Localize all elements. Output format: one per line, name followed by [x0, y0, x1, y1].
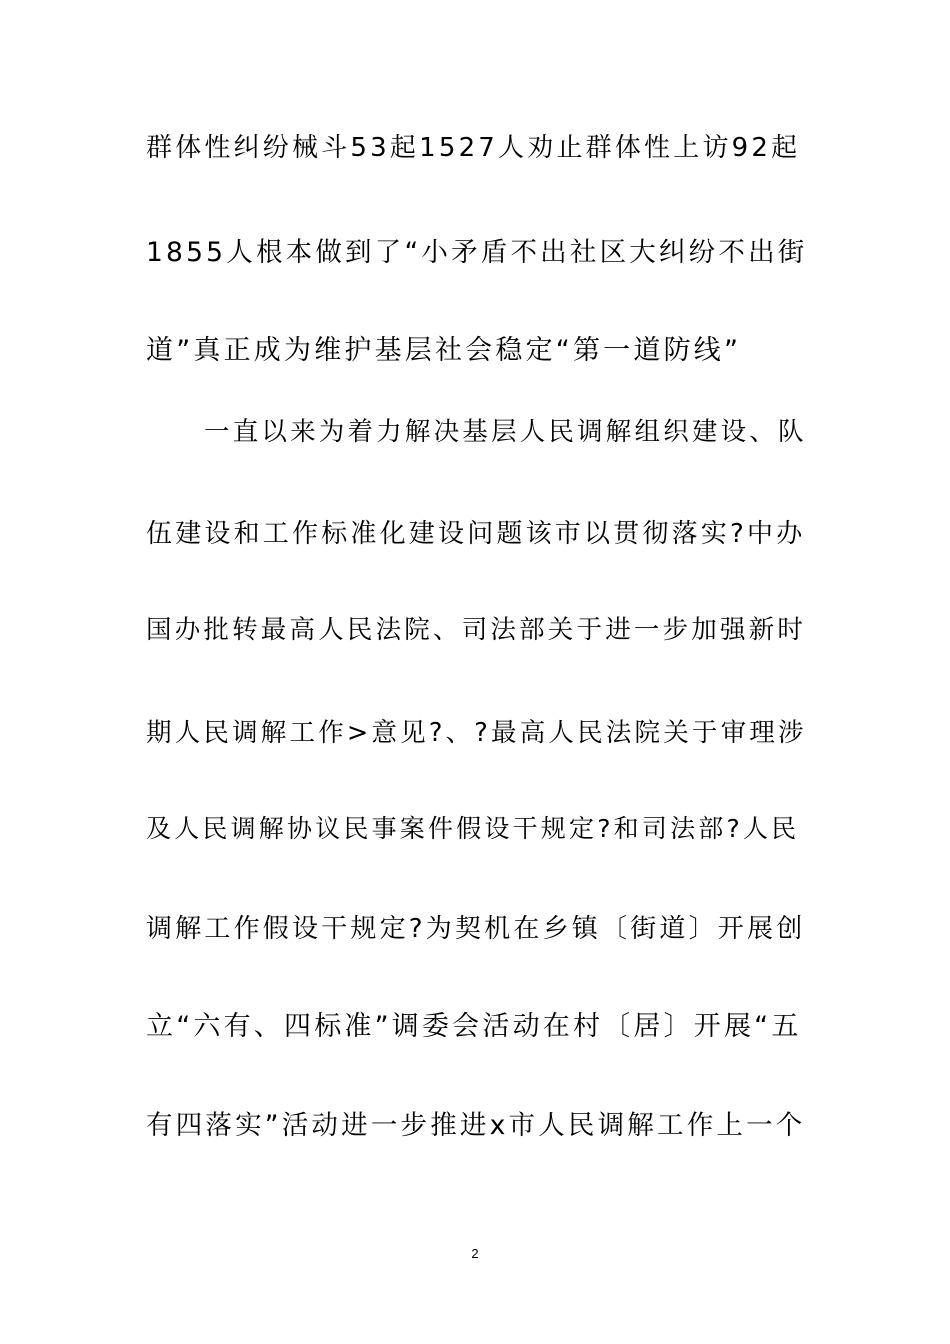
text-line: 道”真正成为维护基层社会稳定“第一道防线”: [146, 335, 742, 366]
text-line: 国办批转最高人民法院、司法部关于进一步加强新时: [146, 615, 807, 645]
text-line: 调解工作假设干规定?为契机在乡镇〔街道〕开展创: [146, 914, 806, 944]
text-line: 期人民调解工作>意见?、?最高人民法院关于审理涉: [146, 718, 807, 748]
text-line: 群体性纠纷械斗53起1527人劝止群体性上访92起: [146, 133, 801, 163]
text-line: 立“六有、四标准”调委会活动在村〔居〕开展“五: [146, 1011, 802, 1042]
text-line: 有四落实”活动进一步推进x市人民调解工作上一个: [146, 1110, 806, 1141]
text-line: 1855人根本做到了“小矛盾不出社区大纠纷不出街: [146, 237, 808, 268]
page-number: 2: [471, 1246, 479, 1261]
paragraph-first-line: 一直以来为着力解决基层人民调解组织建设、队: [204, 417, 807, 447]
text-line: 伍建设和工作标准化建设问题该市以贯彻落实?中办: [146, 519, 806, 549]
text-line: 及人民调解协议民事案件假设干规定?和司法部?人民: [146, 814, 800, 843]
